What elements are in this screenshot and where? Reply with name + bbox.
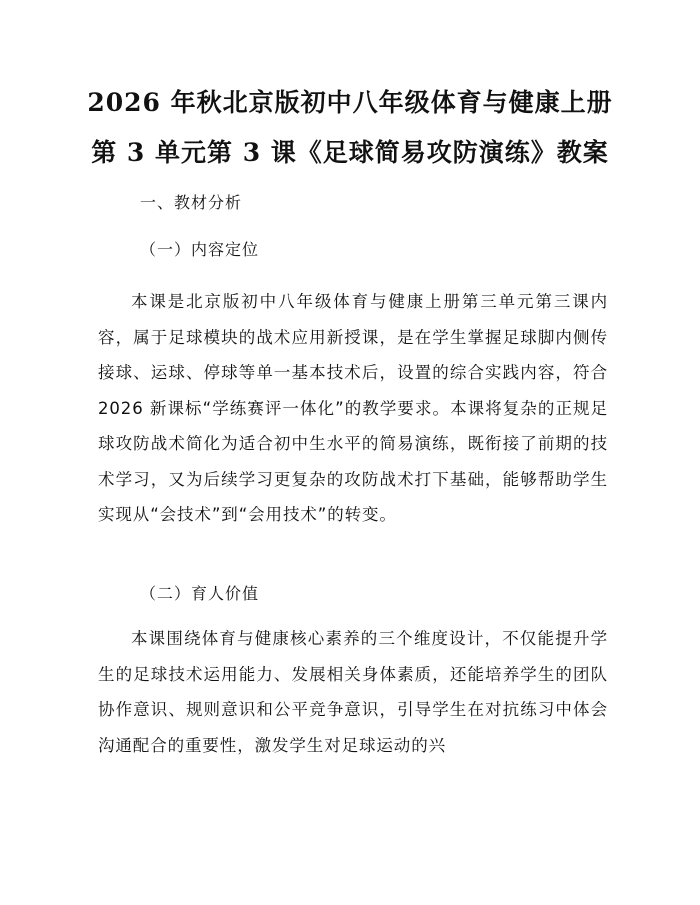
subsection-heading-educational-value: （二）育人价值: [140, 584, 260, 603]
paragraph-educational-value: 本课围绕体育与健康核心素养的三个维度设计，不仅能提升学生的足球技术运用能力、发展相关身体素质，还能培养学生的团队协作意识、规则意识和公平竞争意识，引导学生在对抗练习中体会沟通配合的重要性，激发学生对足球运动的兴: [98, 629, 608, 755]
section-heading-textbook-analysis: 一、教材分析: [140, 193, 243, 212]
document-title: [0, 78, 700, 178]
title-line-2: 第 3 单元第 3 课《足球简易攻防演练》教案: [91, 138, 609, 167]
title-line-1: 2026 年秋北京版初中八年级体育与健康上册: [87, 88, 613, 117]
subsection-heading-content-positioning: （一）内容定位: [140, 240, 260, 259]
paragraph-content-positioning: 本课是北京版初中八年级体育与健康上册第三单元第三课内容，属于足球模块的战术应用新授课，是在学生掌握足球脚内侧传接球、运球、停球等单一基本技术后，设置的综合实践内容，符合 2026 新课标“学练赛评一体化”的教学要求。本课将复杂的正规足球攻防战术简化为适合初中生水平的简易演练，既衔接了前期的技术学习，又为后续学习更复杂的攻防战术打下基础，能够帮助学生实现从“会技术”到“会用技术”的转变。: [98, 292, 608, 524]
